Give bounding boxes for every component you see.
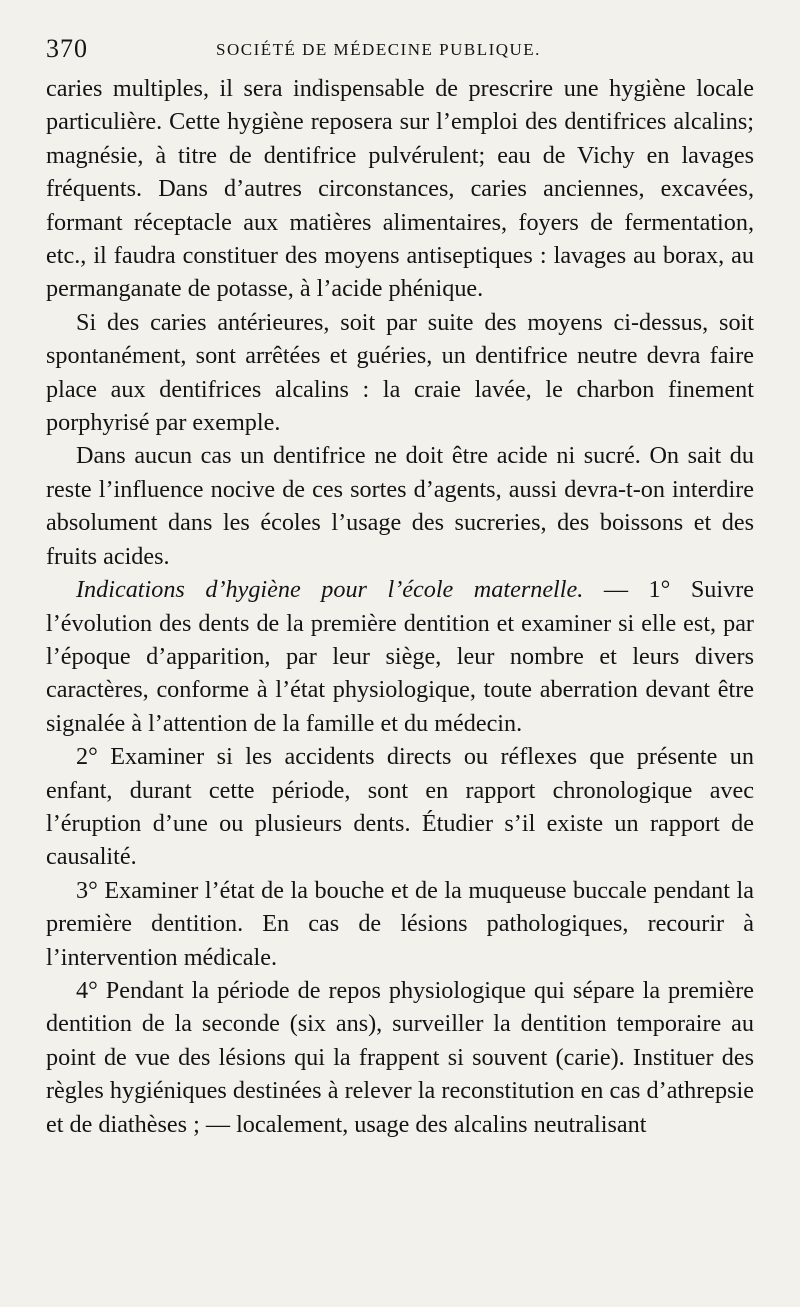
section-heading-italic: Indications d’hygiène pour l’école maternelle. [76,576,584,604]
paragraph-7: 4° Pendant la période de repos physiologique qui sépare la première dentition de la seconde (six ans), surveiller la dentition temporaire au point de vue des lésions qui la frappent si souvent (carie). Instituer des règles hygiéniques destinées à relever la reconstitution en cas d’athrepsie et de diathèses ; — localement, usage des alcalins neutralisant [46,976,754,1138]
running-head: SOCIÉTÉ DE MÉDECINE PUBLIQUE. [216,40,541,59]
paragraph-6: 3° Examiner l’état de la bouche et de la muqueuse buccale pendant la première dentition. En cas de lésions pathologiques, recourir à l’intervention médicale. [46,876,754,971]
paragraph-4-text: — 1° Suivre l’évolution des dents de la première dentition et examiner si elle est, par l’époque d’apparition, par leur siège, leur nombre et leurs divers caractères, conforme à l’état physiologique, toute aberration devant être signalée à l’attention de la famille et du médecin. [46,576,754,737]
paragraph-1: caries multiples, il sera indispensable de prescrire une hygiène locale particulière. Cette hygiène reposera sur l’emploi des dentifrices alcalins; magnésie, à titre de dentifrice pulvérulent; eau de Vichy en lavages fréquents. Dans d’autres circonstances, caries anciennes, excavées, formant réceptacle aux matières alimentaires, foyers de fermentation, etc., il faudra constituer des moyens antiseptiques : lavages au borax, au permanganate de potasse, à l’acide phénique. [46,75,754,303]
page-body [46,72,754,1141]
page-header [46,34,746,66]
paragraph-4 [46,573,754,740]
page-number: 370 [46,34,88,63]
paragraph-5: 2° Examiner si les accidents directs ou réflexes que présente un enfant, durant cette période, sont en rapport chronologique avec l’éruption d’une ou plusieurs dents. Étudier s’il existe un rapport de causalité. [46,743,754,871]
paragraph-2: Si des caries antérieures, soit par suite des moyens ci-dessus, soit spontanément, sont arrêtées et guéries, un dentifrice neutre devra faire place aux dentifrices alcalins : la craie lavée, le charbon finement porphyrisé par exemple. [46,308,754,437]
paragraph-3: Dans aucun cas un dentifrice ne doit être acide ni sucré. On sait du reste l’influence nocive de ces sortes d’agents, aussi devra-t-on interdire absolument dans les écoles l’usage des sucreries, des boissons et des fruits acides. [46,442,754,570]
